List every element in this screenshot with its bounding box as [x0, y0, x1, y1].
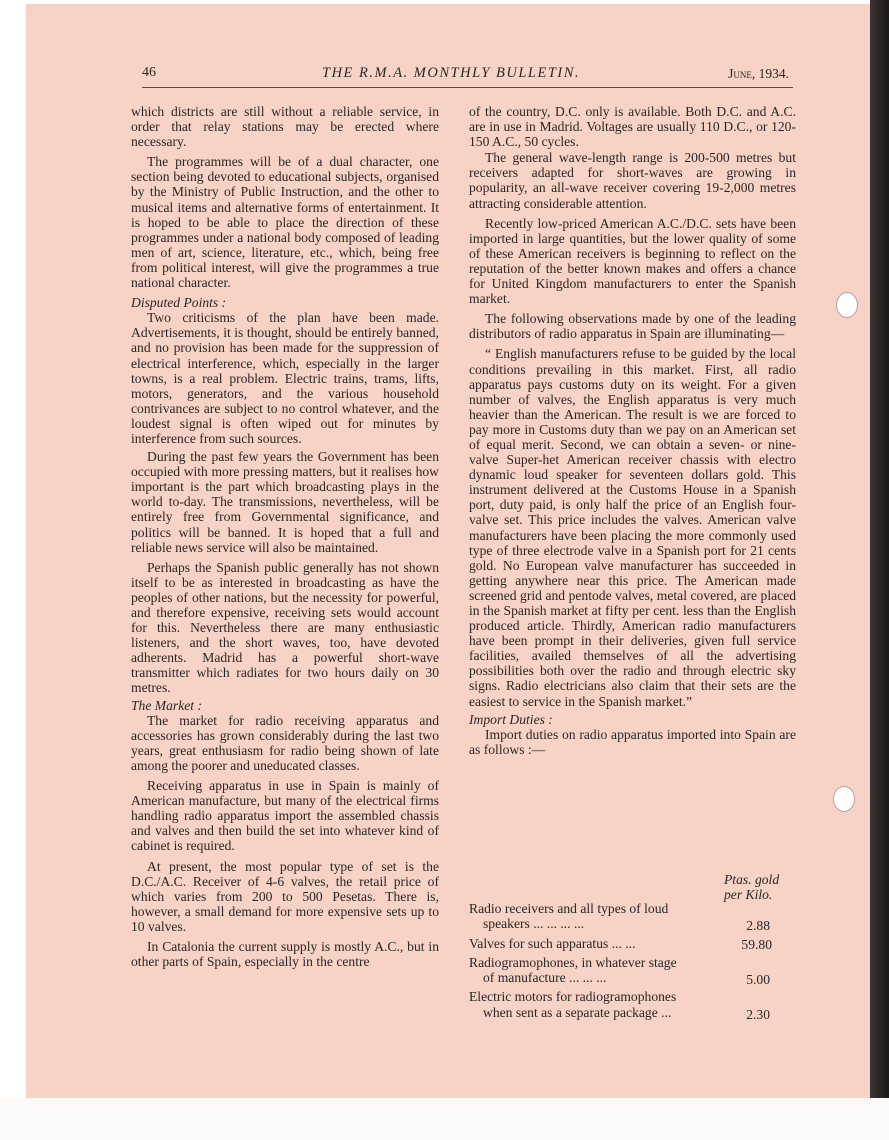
punch-hole: [836, 292, 858, 318]
duty-value: 2.30: [746, 1006, 770, 1022]
section-heading-market: The Market :: [131, 697, 202, 713]
paragraph: During the past few years the Government has been occupied with more pressing matters, but it realises how important is the part which broadcasting plays in the world to-day. The transmissions, nevertheless, will be entirely free from Governmental significance, and politics will be banned. It is hoped that a full and reliable news service will also be maintained.: [131, 449, 439, 555]
paragraph: Perhaps the Spanish public generally has not shown itself to be as interested in broadcasting as have the peoples of other nations, but the necessity for powerful, and therefore expensive, receiving sets would account for this. Nevertheless there are many enthusiastic listeners, and the short waves, too, have devoted adherents. Madrid has a powerful short-wave transmitter which radiates for two hours daily on 30 metres.: [131, 559, 439, 696]
paragraph: Recently low-priced American A.C./D.C. sets have been imported in large quantities, but the lower quality of some of these American receivers is beginning to reflect on the reputation of the better known makes and offers a chance for United Kingdom manufacturers to enter the Spanish market.: [469, 215, 796, 307]
left-column: [131, 104, 439, 974]
duty-item-label-cont: when sent as a separate package ...: [483, 1004, 672, 1020]
page-number: 46: [142, 65, 156, 80]
paragraph: The market for radio receiving apparatus and accessories has grown considerably during the last two years, great enthusiasm for radio being shown of late among the poorer and uneducated classes.: [131, 712, 439, 773]
scan-background: [0, 1098, 889, 1140]
duty-item-label: Electric motors for radiogramophones: [469, 989, 677, 1005]
paragraph: Receiving apparatus in use in Spain is mainly of American manufacture, but many of the electrical firms handling radio apparatus import the assembled chassis and valves and then build the set into whatever kind of cabinet is required.: [131, 778, 439, 854]
section-heading-disputed-points: Disputed Points :: [131, 295, 227, 311]
duty-item-label-cont: of manufacture ... ... ...: [483, 970, 607, 986]
bulletin-title: THE R.M.A. MONTHLY BULLETIN.: [322, 65, 581, 81]
paragraph: of the country, D.C. only is available. Both D.C. and A.C. are in use in Madrid. Voltages are usually 110 D.C., or 120-150 A.C., 50 cycles.: [469, 104, 796, 150]
paragraph: The following observations made by one of the leading distributors of radio apparatus in Spain are illuminating—: [469, 311, 796, 342]
section-heading-import-duties: Import Duties :: [469, 711, 553, 727]
paragraph: Import duties on radio apparatus imported into Spain are as follows :—: [469, 726, 796, 757]
issue-date: June, 1934.: [728, 66, 789, 81]
paragraph: which districts are still without a reliable service, in order that relay stations may be erected where necessary.: [131, 104, 439, 150]
duty-value: 2.88: [746, 918, 770, 934]
page-header: [142, 63, 793, 88]
right-column: [469, 104, 796, 762]
paragraph: The general wave-length range is 200-500 metres but receivers adapted for short-waves are growing in popularity, an all-wave receiver covering 19-2,000 metres attracting considerable attention.: [469, 150, 796, 211]
duty-item-label: Radio receivers and all types of loud: [469, 901, 669, 916]
page-edge-shadow: [870, 0, 889, 1140]
duty-value: 5.00: [746, 972, 770, 988]
duty-unit-header: [724, 872, 794, 902]
table-row: [469, 901, 796, 932]
quoted-paragraph: “ English manufacturers refuse to be guided by the local conditions prevailing in this market. First, all radio apparatus pays customs duty on its weight. For a given number of valves, the English apparatus is very much heavier than the American. The result is we are forced to pay more in Customs duty than we pay on an American set of equal merit. Second, we can obtain a seven- or nine-valve Super-het American receiver chassis with electro dynamic loud speaker for seventeen dollars gold. This instrument delivered at the Customs House in a Spanish port, duty paid, is only half the price of an English four-valve set. This price includes the valves. American valve manufacturers have been placing the more commonly used type of three electrode valve in a Spanish port for 21 cents gold. No European valve manufacturer has succeeded in getting anywhere near this price. The American made screened grid and pentode valves, metal covered, are placed in the Spanish market at fifty per cent. less than the English produced article. Thirdly, American radio manufacturers have been prompt in their deliveries, given full service facilities, availed themselves of all the advertising possibilities both over the radio and through electric sky signs. Radio electricians also claim that their sets are the easiest to service in the Spanish market.”: [469, 346, 796, 709]
import-duties-table: [469, 901, 796, 1024]
table-row: [469, 936, 796, 951]
paragraph: At present, the most popular type of set is the D.C./A.C. Receiver of 4-6 valves, the retail price of which varies from 200 to 500 Pesetas. There is, however, a small demand for more expensive sets up to 10 valves.: [131, 858, 439, 934]
paragraph: In Catalonia the current supply is mostly A.C., but in other parts of Spain, especially in the centre: [131, 938, 439, 970]
table-row: [469, 955, 796, 986]
duty-item-label: Valves for such apparatus ... ...: [469, 935, 636, 951]
duty-item-label: Radiogramophones, in whatever stage: [469, 954, 677, 970]
duty-value: 59.80: [741, 936, 772, 952]
duty-unit-line: Ptas. gold: [724, 872, 780, 887]
duty-unit-line: per Kilo.: [724, 887, 773, 902]
duty-item-label-cont: speakers ... ... ... ...: [483, 916, 585, 932]
paragraph: The programmes will be of a dual character, one section being devoted to educational subjects, organised by the Ministry of Public Instruction, and the other to musical items and alternative forms of entertainment. It is hoped to be able to place the direction of these programmes under a national body composed of leading men of art, science, literature, etc., which, being free from political interest, will give the programmes a true national character.: [131, 154, 439, 291]
paragraph: Two criticisms of the plan have been made. Advertisements, it is thought, should be entirely banned, and no provision has been made for the suppression of electrical interference, which, especially in the larger towns, is a real problem. Electric trains, trams, lifts, motors, generators, and the various household contrivances are subject to no control whatever, and the loudest signal is often wiped out for minutes by interference from such sources.: [131, 310, 439, 446]
punch-hole: [833, 786, 855, 812]
table-row: [469, 989, 796, 1020]
